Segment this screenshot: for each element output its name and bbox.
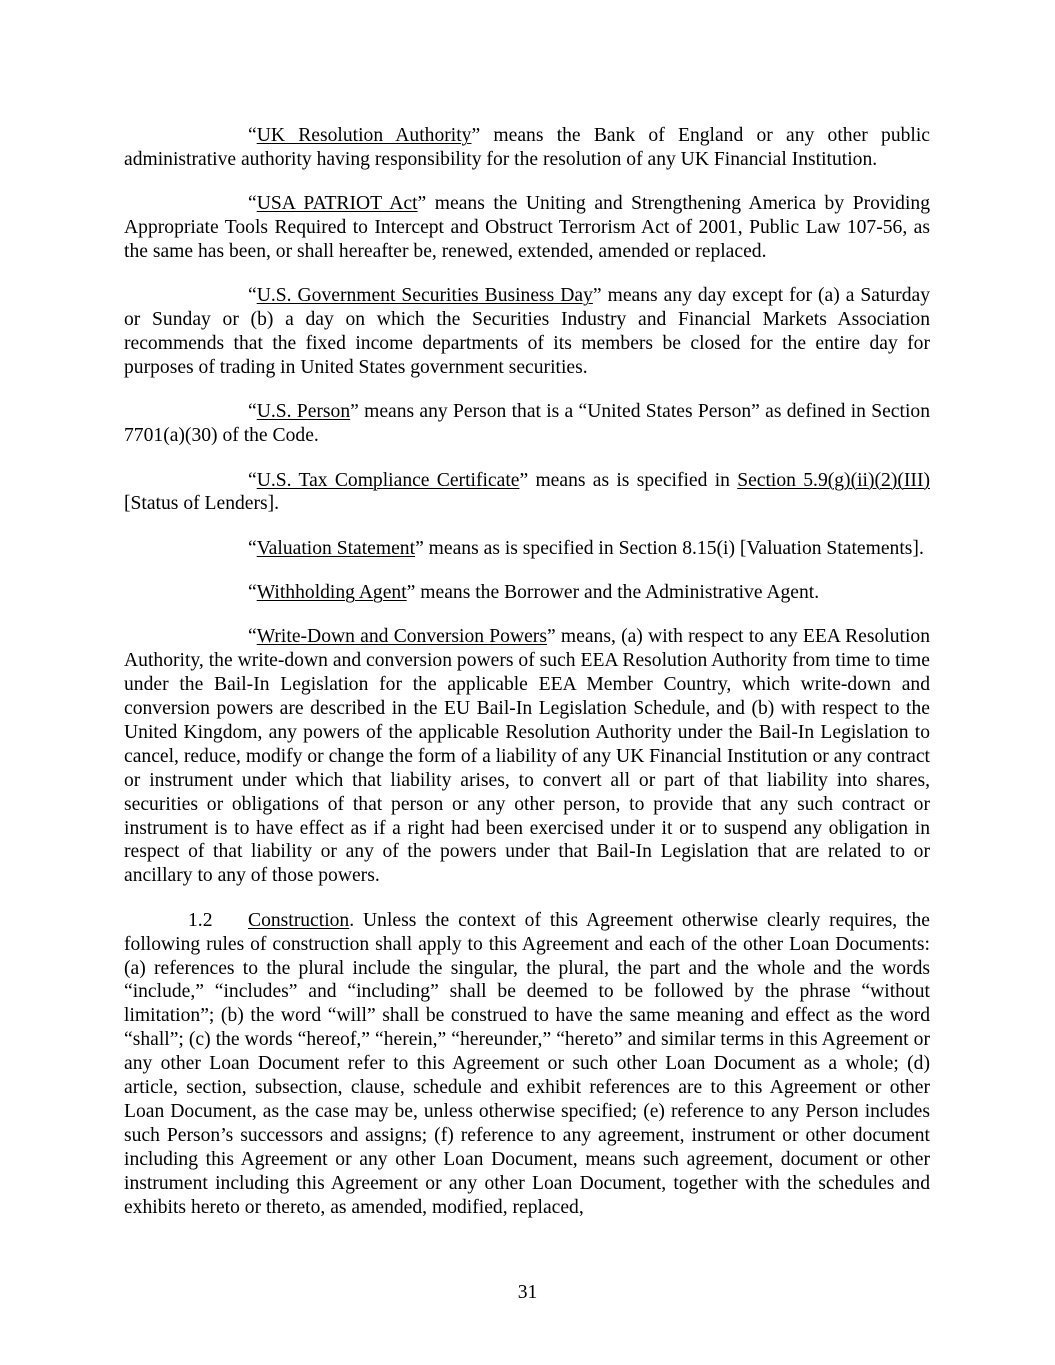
defined-term: Write-Down and Conversion Powers <box>256 626 547 648</box>
definition-text: means as is specified in <box>528 469 738 491</box>
defined-term: Withholding Agent <box>256 582 407 604</box>
definition-text: means the Bank of England or any other public administrative authority having responsibility for the resolution of any UK Financial Institution. <box>124 125 931 170</box>
quote-close: ” <box>519 469 529 491</box>
defined-term: U.S. Tax Compliance Certificate <box>256 469 520 491</box>
definition-withholding-agent <box>124 581 930 605</box>
quote-close: ” <box>415 537 424 559</box>
definition-text: means as is specified in Section 8.15(i) [Valuation Statements]. <box>423 537 924 559</box>
definition-text: means any Person that is a “United States Person” as defined in Section 7701(a)(30) of the Code. <box>124 401 930 447</box>
definition-uk-resolution-authority <box>124 124 930 172</box>
definition-text: means the Uniting and Strengthening America by Providing Appropriate Tools Required to Intercept and Obstruct Terrorism Act of 2001, Public Law 107-56, as the same has been, or shall hereafter be, renewed, extended, amended or replaced. <box>124 193 931 263</box>
defined-term: UK Resolution Authority <box>256 125 472 146</box>
defined-term: Valuation Statement <box>256 537 416 559</box>
definition-usa-patriot-act <box>124 192 930 264</box>
quote-close: ” <box>471 125 481 146</box>
quote-close: ” <box>350 401 359 423</box>
quote-close: ” <box>406 582 416 604</box>
section-number: 1.2 <box>188 909 213 931</box>
quote-open: “ <box>248 401 257 423</box>
definition-text: means, (a) with respect to any EEA Resolution Authority, the write-down and conversion powers of such EEA Resolution Authority from time to time under the Bail-In Legislation for the applicable EEA Member Country, which write-down and conversion powers are described in the EU Bail-In Legislation Schedule, and (b) with respect to the United Kingdom, any powers of the applicable Resolution Authority under the Bail-In Legislation to cancel, reduce, modify or change the form of a liability of any UK Financial Institution or any contract or instrument under which that liability arises, to convert all or part of that liability into shares, securities or obligations of that person or any other person, to provide that any such contract or instrument is to have effect as if a right had been exercised under it or to suspend any obligation in respect of that liability or any of the powers under that Bail-In Legislation that are related to or ancillary to any of those powers. <box>124 626 930 887</box>
quote-open: “ <box>248 537 257 559</box>
definition-us-tax-compliance-certificate <box>124 469 930 517</box>
definition-valuation-statement <box>124 537 930 561</box>
definition-text: means the Borrower and the Administrative Agent. <box>415 582 820 604</box>
definition-text: means any day except for (a) a Saturday or Sunday or (b) a day on which the Securities Industry and Financial Markets Association recommends that the fixed income departments of its members be closed for the entire day for purposes of trading in United States government securities. <box>124 285 930 379</box>
section-text: . Unless the context of this Agreement otherwise clearly requires, the following rules of construction shall apply to this Agreement and each of the other Loan Documents: (a) references to the plural include the singular, the plural, the part and the whole and the words “include,” “includes” and “including” shall be deemed to be followed by the phrase “without limitation”; (b) the word “will” shall be construed to have the same meaning and effect as the word “shall”; (c) the words “hereof,” “herein,” “hereunder,” “hereto” and similar terms in this Agreement or any other Loan Document refer to this Agreement or such other Loan Document as a whole; (d) article, section, subsection, clause, schedule and exhibit references are to this Agreement or other Loan Document, as the case may be, unless otherwise specified; (e) reference to any Person includes such Person’s successors and assigns; (f) reference to any agreement, instrument or other document including this Agreement or any other Loan Document, means such agreement, document or other instrument including this Agreement or any other Loan Document, together with the schedules and exhibits hereto or thereto, as amended, modified, replaced, <box>124 909 930 1218</box>
defined-term: U.S. Person <box>256 401 351 423</box>
definition-text-tail: [Status of Lenders]. <box>124 493 280 515</box>
defined-term: USA PATRIOT Act <box>256 193 418 215</box>
quote-open: “ <box>248 469 257 491</box>
document-page <box>124 124 930 1219</box>
defined-term: U.S. Government Securities Business Day <box>256 285 593 307</box>
definition-write-down-and-conversion-powers <box>124 625 930 888</box>
quote-open: “ <box>248 582 257 604</box>
quote-close: ” <box>417 193 427 215</box>
section-construction <box>124 909 930 1220</box>
quote-open: “ <box>248 626 257 648</box>
page-number: 31 <box>517 1282 538 1303</box>
quote-open: “ <box>248 125 257 146</box>
quote-close: ” <box>592 285 602 307</box>
definition-us-government-securities-business-day <box>124 284 930 380</box>
section-reference: Section 5.9(g)(ii)(2)(III) <box>737 469 930 491</box>
definition-us-person <box>124 400 930 448</box>
quote-open: “ <box>248 193 257 215</box>
quote-open: “ <box>248 285 257 307</box>
section-title: Construction <box>248 909 350 931</box>
quote-close: ” <box>546 626 556 648</box>
